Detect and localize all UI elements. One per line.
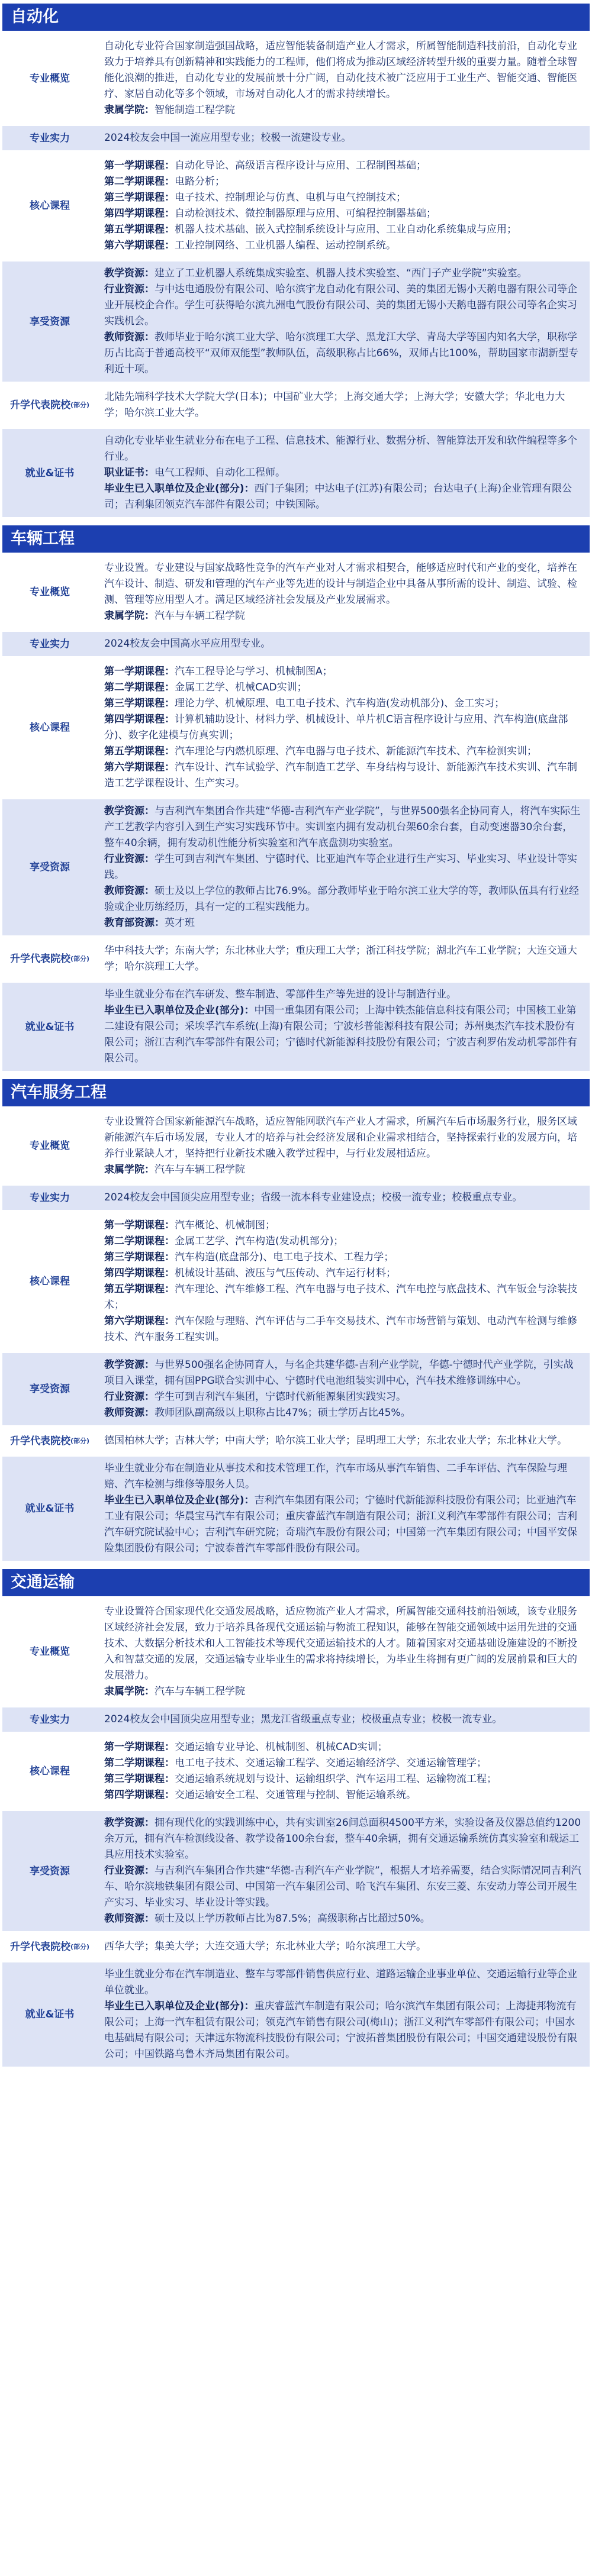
courses-line-label: 第二学期课程： <box>104 682 175 693</box>
employment-line-text: 毕业生就业分布在汽车研发、整车制造、零部件生产等先进的设计与制造行业。 <box>104 989 456 1000</box>
overview-line <box>104 38 583 102</box>
courses-line-text: 汽车工程导论与学习、机械制图A； <box>175 666 333 677</box>
courses-line-label: 第四学期课程： <box>104 714 175 725</box>
employment-label-text: 就业&证书 <box>25 1021 75 1033</box>
resources-line-text: 建立了工业机器人系统集成实验室、机器人技术实验室、“西门子产业学院”实验室。 <box>155 267 527 279</box>
employment-line-label: 毕业生已入职单位及企业(部分)： <box>104 1494 255 1506</box>
overview-content <box>97 556 590 628</box>
employment-line-text: 西门子集团；中达电子(江苏)有限公司；台达电子(上海)企业管理有限公司；吉利集团领克汽车部件有限公司；中铁国际。 <box>104 483 572 511</box>
courses-line-text: 汽车理论与内燃机原理、汽车电器与电子技术、新能源汽车技术、汽车检测实训； <box>175 745 537 757</box>
courses-row <box>2 1213 590 1350</box>
upgrade-content <box>97 1429 590 1453</box>
employment-line-text: 毕业生就业分布在汽车制造业、整车与零部件销售供应行业、道路运输企业事业单位、交通运输行业等企业单位就业。 <box>104 1968 577 1996</box>
courses-line-label: 第三学期课程： <box>104 192 175 204</box>
resources-line-label: 行业资源： <box>104 853 155 865</box>
major-section <box>2 4 590 517</box>
overview-row <box>2 556 590 628</box>
major-section <box>2 1079 590 1561</box>
overview-content <box>97 1110 590 1182</box>
strength-label-text: 专业实力 <box>30 1713 70 1726</box>
employment-content <box>97 1962 590 2067</box>
strength-content <box>97 1707 590 1732</box>
employment-label-text: 就业&证书 <box>25 2009 75 2020</box>
courses-line-label: 第四学期课程： <box>104 208 175 219</box>
strength-label-text: 专业实力 <box>30 132 70 144</box>
strength-label <box>2 126 97 150</box>
overview-line <box>104 102 583 118</box>
overview-label-text: 专业概览 <box>30 1646 70 1658</box>
courses-line <box>104 174 583 190</box>
resources-line <box>104 803 583 851</box>
overview-line-label: 隶属学院： <box>104 1686 155 1697</box>
strength-label-text: 专业实力 <box>30 1192 70 1204</box>
employment-label <box>2 1962 97 2067</box>
resources-line-text: 教师毕业于哈尔滨工业大学、哈尔滨理工大学、黑龙江大学、青岛大学等国内知名大学，职称学历占比高于普通高校平“双师双能型”教师队伍，高级职称占比66%，双师占比100%，帮助国家市湖新型专利近十项。 <box>104 331 578 375</box>
major-section <box>2 1569 590 2067</box>
resources-line-label: 教师资源： <box>104 1407 155 1419</box>
resources-label-text: 享受资源 <box>30 861 70 873</box>
overview-line-text: 汽车与车辆工程学院 <box>155 1164 245 1176</box>
courses-line-label: 第二学期课程： <box>104 1757 175 1769</box>
resources-line <box>104 1405 583 1421</box>
courses-line <box>104 1234 583 1250</box>
resources-line <box>104 1863 583 1911</box>
employment-line <box>104 433 583 465</box>
strength-row <box>2 1707 590 1732</box>
employment-line-text: 自动化专业毕业生就业分布在电子工程、信息技术、能源行业、数据分析、智能算法开发和软件编程等多个行业。 <box>104 435 577 463</box>
upgrade-line-text: 西华大学；集美大学；大连交通大学；东北林业大学；哈尔滨理工大学。 <box>104 1941 426 1952</box>
strength-row <box>2 632 590 656</box>
employment-line-text: 中国一重集团有限公司；上海中铁杰能信息科技有限公司；中国核工业第二建设有限公司；采埃孚汽车系统(上海)有限公司；宁波杉普能源科技有限公司；苏州奥杰汽车技术股份有限公司；浙江吉利汽车零部件有限公司；宁德时代新能源科技股份有限公司；宁波吉利罗佑发动机零部件有限公司。 <box>104 1005 577 1064</box>
overview-label <box>2 34 97 122</box>
upgrade-line-text: 华中科技大学；东南大学；东北林业大学；重庆理工大学；浙江科技学院；湖北汽车工业学院；大连交通大学；哈尔滨理工大学。 <box>104 945 577 973</box>
employment-line <box>104 481 583 513</box>
upgrade-label-note: (部分) <box>70 955 90 963</box>
resources-label <box>2 799 97 935</box>
upgrade-label-note: (部分) <box>70 1942 90 1951</box>
overview-line <box>104 1604 583 1684</box>
courses-line-label: 第一学期课程： <box>104 1741 175 1753</box>
resources-line <box>104 915 583 931</box>
employment-line <box>104 465 583 481</box>
overview-content <box>97 34 590 122</box>
overview-label-text: 专业概览 <box>30 586 70 598</box>
overview-line-text: 汽车与车辆工程学院 <box>155 1686 245 1697</box>
employment-line-text: 毕业生就业分布在制造业从事技术和技术管理工作，汽车市场从事汽车销售、二手车评估、汽车保险与理赔、汽车检测与维修等服务人员。 <box>104 1463 567 1490</box>
resources-label <box>2 1353 97 1425</box>
employment-line <box>104 1003 583 1067</box>
resources-label-text: 享受资源 <box>30 1865 70 1877</box>
courses-line-label: 第六学期课程： <box>104 240 175 251</box>
resources-line <box>104 1389 583 1405</box>
courses-label-text: 核心课程 <box>30 1765 70 1777</box>
resources-row <box>2 1811 590 1931</box>
courses-line-label: 第五学期课程： <box>104 224 175 235</box>
major-title: 自动化 <box>2 4 590 31</box>
courses-line-text: 交通运输专业导论、机械制图、机械CAD实训； <box>175 1741 388 1753</box>
employment-label-text: 就业&证书 <box>25 467 75 479</box>
employment-line <box>104 1999 583 2062</box>
overview-line <box>104 1162 583 1178</box>
courses-line-text: 机械设计基础、液压与气压传动、汽车运行材料； <box>175 1267 396 1279</box>
resources-line <box>104 266 583 282</box>
resources-line-label: 教学资源： <box>104 1359 155 1371</box>
resources-line <box>104 330 583 377</box>
resources-line-label: 教学资源： <box>104 805 155 817</box>
resources-label <box>2 1811 97 1931</box>
resources-line-text: 教师团队副高级以上职称占比47%；硕士学历占比45%。 <box>155 1407 411 1419</box>
upgrade-label-text: 升学代表院校 <box>9 1435 70 1447</box>
courses-content <box>97 154 590 258</box>
courses-line-label: 第一学期课程： <box>104 160 175 172</box>
employment-line-label: 毕业生已入职单位及企业(部分)： <box>104 483 255 495</box>
upgrade-label-text: 升学代表院校 <box>9 1941 70 1953</box>
courses-line-text: 金属工艺学、机械CAD实训； <box>175 682 307 693</box>
strength-label <box>2 1707 97 1732</box>
resources-line-label: 行业资源： <box>104 1391 155 1403</box>
courses-line-text: 电路分析； <box>175 176 225 188</box>
employment-label-text: 就业&证书 <box>25 1503 75 1515</box>
resources-row <box>2 1353 590 1425</box>
employment-label <box>2 1457 97 1561</box>
courses-label-text: 核心课程 <box>30 200 70 212</box>
resources-line-text: 与吉利汽车集团合作共建“华德-吉利汽车产业学院”，根据人才培养需要，结合实际情况同吉利汽车、哈尔滨地铁集团有限公司、中国第一汽车集团公司、哈飞汽车集团、东安三菱、东安动力等公司开展生产实习、毕业实习、毕业设计等实践。 <box>104 1865 581 1909</box>
overview-line <box>104 608 583 624</box>
courses-line <box>104 696 583 712</box>
courses-line-text: 自动检测技术、微控制器原理与应用、可编程控制器基础； <box>175 208 436 219</box>
overview-line-text: 自动化专业符合国家制造强国战略，适应智能装备制造产业人才需求，所属智能制造科技前沿，自动化专业致力于培养具有创新精神和实践能力的工程师，他们将成为推动区域经济转型升级的重要力量。随着全球智能化浪潮的推进，自动化专业的发展前景十分广阔，自动化技术被广泛应用于工业生产、智能交通、智能医疗、家居自动化等多个领域，市场对自动化人才的需求持续增长。 <box>104 40 577 100</box>
strength-line <box>104 636 583 652</box>
resources-label-text: 享受资源 <box>30 1383 70 1395</box>
overview-label <box>2 556 97 628</box>
resources-line-label: 行业资源： <box>104 283 155 295</box>
employment-line-label: 毕业生已入职单位及企业(部分)： <box>104 2000 255 2012</box>
upgrade-line <box>104 1433 583 1449</box>
courses-line-label: 第二学期课程： <box>104 176 175 188</box>
resources-label-text: 享受资源 <box>30 315 70 328</box>
resources-line-label: 教师资源： <box>104 885 155 897</box>
resources-line-text: 硕士及以上学位的教师占比76.9%。部分教师毕业于哈尔滨工业大学的等，教师队伍具有行业经验或企业历练经历，具有一定的工程实践能力。 <box>104 885 580 913</box>
resources-content <box>97 262 590 382</box>
resources-row <box>2 799 590 935</box>
upgrade-row <box>2 1935 590 1959</box>
upgrade-label-note: (部分) <box>70 401 90 409</box>
overview-line-text: 专业设置符合国家现代化交通发展战略，适应物流产业人才需求，所属智能交通科技前沿领域，该专业服务区域经济社会发展，致力于培养具备现代交通运输与物流工程知识，能够在智能交通领域中运用先进的交通技术、大数据分析技术和人工智能技术等现代交通运输技术的人才。随着国家对交通基础设施建设的不断投入和智慧交通的发展，交通运输专业毕业生的需求将持续增长，为毕业生将拥有更广阔的发展前景和巨大的发展潜力。 <box>104 1606 577 1681</box>
courses-content <box>97 1213 590 1350</box>
courses-line <box>104 206 583 222</box>
courses-label-text: 核心课程 <box>30 722 70 734</box>
strength-line-text: 2024校友会中国一流应用型专业；校极一流建设专业。 <box>104 132 352 144</box>
overview-label <box>2 1110 97 1182</box>
courses-line-label: 第六学期课程： <box>104 1315 175 1327</box>
upgrade-content <box>97 385 590 425</box>
overview-line <box>104 1684 583 1700</box>
courses-line <box>104 1281 583 1313</box>
courses-line-label: 第二学期课程： <box>104 1235 175 1247</box>
resources-line-label: 行业资源： <box>104 1865 155 1877</box>
courses-line-text: 汽车保险与理赔、汽车评估与二手车交易技术、汽车市场营销与策划、电动汽车检测与维修技术、汽车服务工程实训。 <box>104 1315 577 1343</box>
courses-line-label: 第一学期课程： <box>104 666 175 677</box>
strength-line-text: 2024校友会中国高水平应用型专业。 <box>104 638 271 650</box>
resources-line-label: 教学资源： <box>104 1817 155 1829</box>
upgrade-label-text: 升学代表院校 <box>9 953 70 965</box>
resources-line-text: 英才班 <box>165 917 195 929</box>
courses-line-text: 汽车理论、汽车维修工程、汽车电器与电子技术、汽车电控与底盘技术、汽车钣金与涂装技术； <box>104 1283 577 1311</box>
courses-line <box>104 1787 583 1803</box>
courses-label <box>2 1213 97 1350</box>
resources-line-text: 学生可到吉利汽车集团，宁德时代新能源集团实践实习。 <box>155 1391 406 1403</box>
courses-line <box>104 238 583 254</box>
upgrade-content <box>97 1935 590 1959</box>
courses-content <box>97 1735 590 1807</box>
strength-content <box>97 632 590 656</box>
employment-row <box>2 1457 590 1561</box>
courses-line-text: 计算机辅助设计、材料力学、机械设计、单片机C语言程序设计与应用、汽车构造(底盘部分)、数字化建模与仿真实训； <box>104 714 568 741</box>
strength-line <box>104 130 583 146</box>
courses-line <box>104 680 583 696</box>
courses-row <box>2 1735 590 1807</box>
courses-line <box>104 1771 583 1787</box>
resources-line <box>104 282 583 330</box>
strength-label <box>2 632 97 656</box>
upgrade-content <box>97 939 590 979</box>
overview-label <box>2 1600 97 1704</box>
resources-line <box>104 1357 583 1389</box>
upgrade-line <box>104 943 583 975</box>
overview-line-text: 汽车与车辆工程学院 <box>155 610 245 622</box>
resources-line-label: 教育部资源： <box>104 917 165 929</box>
overview-line-text: 专业设置符合国家新能源汽车战略，适应智能网联汽车产业人才需求，所属汽车后市场服务行业，服务区域新能源汽车后市场发展，专业人才的培养与社会经济发展和企业需求相结合，坚持探索行业的发展方向，培养行业紧缺人才，坚持把行业新技术融入教学过程中，与行业发展相适应。 <box>104 1116 577 1160</box>
courses-line-text: 电子技术、控制理论与仿真、电机与电气控制技术； <box>175 192 406 204</box>
resources-line-label: 教师资源： <box>104 331 155 343</box>
courses-line <box>104 1313 583 1345</box>
strength-row <box>2 126 590 150</box>
overview-line-label: 隶属学院： <box>104 610 155 622</box>
resources-line <box>104 1911 583 1927</box>
upgrade-line <box>104 389 583 421</box>
courses-line-text: 电工电子技术、交通运输工程学、交通运输经济学、交通运输管理学； <box>175 1757 487 1769</box>
courses-line <box>104 744 583 760</box>
employment-line <box>104 987 583 1003</box>
upgrade-line <box>104 1939 583 1955</box>
upgrade-row <box>2 939 590 979</box>
resources-line-label: 教师资源： <box>104 1913 155 1925</box>
courses-label <box>2 660 97 796</box>
courses-line-label: 第六学期课程： <box>104 761 175 773</box>
courses-line-label: 第四学期课程： <box>104 1789 175 1801</box>
courses-line <box>104 190 583 206</box>
resources-line <box>104 851 583 883</box>
courses-line-label: 第一学期课程： <box>104 1219 175 1231</box>
courses-line-label: 第四学期课程： <box>104 1267 175 1279</box>
overview-line-text: 智能制造工程学院 <box>155 104 235 116</box>
major-title: 汽车服务工程 <box>2 1079 590 1106</box>
strength-line-text: 2024校友会中国顶尖应用型专业；黑龙江省级重点专业；校极重点专业；校极一流专业。 <box>104 1713 503 1725</box>
resources-content <box>97 799 590 935</box>
overview-label-text: 专业概览 <box>30 72 70 85</box>
resources-content <box>97 1811 590 1931</box>
courses-line <box>104 1218 583 1234</box>
major-title: 车辆工程 <box>2 525 590 553</box>
resources-row <box>2 262 590 382</box>
resources-line-text: 学生可到吉利汽车集团、宁德时代、比亚迪汽车等企业进行生产实习、毕业实习、毕业设计等实践。 <box>104 853 577 881</box>
overview-line-label: 隶属学院： <box>104 1164 155 1176</box>
employment-content <box>97 429 590 517</box>
major-section <box>2 525 590 1071</box>
employment-content <box>97 1457 590 1561</box>
courses-line <box>104 664 583 680</box>
upgrade-row <box>2 1429 590 1453</box>
strength-line <box>104 1712 583 1728</box>
employment-row <box>2 429 590 517</box>
courses-line <box>104 222 583 238</box>
upgrade-label-text: 升学代表院校 <box>9 399 70 411</box>
courses-line-text: 汽车构造(底盘部分)、电工电子技术、工程力学； <box>175 1251 394 1263</box>
courses-line <box>104 712 583 744</box>
courses-line-text: 交通运输安全工程、交通管理与控制、智能运输系统。 <box>175 1789 416 1801</box>
employment-row <box>2 983 590 1071</box>
overview-row <box>2 34 590 122</box>
major-title: 交通运输 <box>2 1569 590 1596</box>
courses-line-text: 工业控制网络、工业机器人编程、运动控制系统。 <box>175 240 396 251</box>
resources-content <box>97 1353 590 1425</box>
courses-line <box>104 1739 583 1755</box>
employment-line <box>104 1461 583 1493</box>
strength-line <box>104 1190 583 1206</box>
courses-label <box>2 154 97 258</box>
courses-row <box>2 660 590 796</box>
resources-line-text: 拥有现代化的实践训练中心，共有实训室26间总面积4500平方米，实验设备及仪器总值约1200余万元，拥有汽车检测线设备、教学设备100余台套，整车40余辆，拥有交通运输系统仿真实验室和载运工具应用技术实验室。 <box>104 1817 581 1861</box>
employment-label <box>2 429 97 517</box>
overview-line <box>104 560 583 608</box>
courses-line-label: 第五学期课程： <box>104 745 175 757</box>
courses-line <box>104 760 583 792</box>
strength-content <box>97 126 590 150</box>
courses-line <box>104 1266 583 1281</box>
courses-line-text: 金属工艺学、汽车构造(发动机部分)； <box>175 1235 344 1247</box>
strength-content <box>97 1186 590 1210</box>
overview-row <box>2 1110 590 1182</box>
courses-line <box>104 158 583 174</box>
employment-label <box>2 983 97 1071</box>
courses-row <box>2 154 590 258</box>
overview-label-text: 专业概览 <box>30 1140 70 1152</box>
courses-line-label: 第三学期课程： <box>104 1251 175 1263</box>
resources-label <box>2 262 97 382</box>
overview-line <box>104 1114 583 1162</box>
employment-row <box>2 1962 590 2067</box>
overview-row <box>2 1600 590 1704</box>
strength-line-text: 2024校友会中国顶尖应用型专业；省级一流本科专业建设点；校极一流专业；校极重点专业。 <box>104 1192 523 1203</box>
upgrade-label <box>2 1935 97 1959</box>
resources-line-text: 与吉利汽车集团合作共建“华德-吉利汽车产业学院”，与世界500强名企协同育人，将汽车实际生产工艺教学内容引入到生产实习实践环节中。实训室内拥有发动机台架60余台套，自动变速器30余台套，整车40余辆，拥有发动机性能分析实验室和汽车底盘测功实验室。 <box>104 805 581 849</box>
courses-line <box>104 1755 583 1771</box>
upgrade-label <box>2 385 97 425</box>
courses-line-text: 理论力学、机械原理、电工电子技术、汽车构造(发动机部分)、金工实习； <box>175 698 505 709</box>
resources-line-text: 硕士及以上学历教师占比为87.5%；高级职称占比超过50%。 <box>155 1913 430 1925</box>
resources-line <box>104 1815 583 1863</box>
overview-line-label: 隶属学院： <box>104 104 155 116</box>
strength-label-text: 专业实力 <box>30 638 70 650</box>
employment-line-text: 吉利汽车集团有限公司；宁德时代新能源科技股份有限公司；比亚迪汽车工业有限公司；华晨宝马汽车有限公司；重庆睿蓝汽车制造有限公司；浙江义利汽车零部件有限公司；吉利汽车研究院试验中心；吉利汽车研究院；奇瑞汽车股份有限公司；中国第一汽车集团有限公司；中国平安保险集团股份有限公司；宁波泰普汽车零部件股份有限公司。 <box>104 1494 577 1554</box>
upgrade-row <box>2 385 590 425</box>
strength-row <box>2 1186 590 1210</box>
courses-line-text: 汽车设计、汽车试验学、汽车制造工艺学、车身结构与设计、新能源汽车技术实训、汽车制造工艺学课程设计、生产实习。 <box>104 761 577 789</box>
employment-line <box>104 1967 583 1999</box>
courses-line-text: 机器人技术基础、嵌入式控制系统设计与应用、工业自动化系统集成与应用； <box>175 224 517 235</box>
courses-content <box>97 660 590 796</box>
upgrade-label-note: (部分) <box>70 1437 90 1445</box>
employment-line-text: 电气工程师、自动化工程师。 <box>155 467 285 479</box>
courses-line-label: 第三学期课程： <box>104 1773 175 1785</box>
overview-line-text: 专业设置。专业建设与国家战略性竞争的汽车产业对人才需求相契合，能够适应时代和产业的变化，培养在汽车设计、制造、研发和管理的汽车产业等先进的设计与制造企业中具备从事所需的设计、制造、试验、检测、管理等应用型人才。满足区域经济社会发展及产业发展需求。 <box>104 562 577 606</box>
employment-line-label: 毕业生已入职单位及企业(部分)： <box>104 1005 255 1016</box>
employment-content <box>97 983 590 1071</box>
courses-line-text: 汽车概论、机械制图； <box>175 1219 275 1231</box>
overview-content <box>97 1600 590 1704</box>
courses-line <box>104 1250 583 1266</box>
strength-label <box>2 1186 97 1210</box>
courses-label-text: 核心课程 <box>30 1276 70 1287</box>
upgrade-line-text: 北陆先端科学技术大学院大学(日本)；中国矿业大学；上海交通大学；上海大学；安徽大学；华北电力大学；哈尔滨工业大学。 <box>104 391 565 419</box>
upgrade-line-text: 德国柏林大学；吉林大学；中南大学；哈尔滨工业大学；昆明理工大学；东北农业大学；东北林业大学。 <box>104 1435 567 1447</box>
courses-line-label: 第五学期课程： <box>104 1283 175 1295</box>
courses-line-label: 第三学期课程： <box>104 698 175 709</box>
resources-line <box>104 883 583 915</box>
upgrade-label <box>2 939 97 979</box>
employment-line <box>104 1493 583 1557</box>
courses-line-text: 交通运输系统规划与设计、运输组织学、汽车运用工程、运输物流工程； <box>175 1773 497 1785</box>
resources-line-text: 与世界500强名企协同育人，与名企共建华德-吉利产业学院，华德-宁德时代产业学院，引实战项目入课堂，拥有国PPG联合实训中心、宁德时代电池组装实训中心，汽车技术维修训练中心。 <box>104 1359 574 1387</box>
resources-line-text: 与中达电通股份有限公司、哈尔滨宇龙自动化有限公司、美的集团无锡小天鹅电器有限公司等企业开展校企合作。学生可获得哈尔滨九洲电气股份有限公司、美的集团无锡小天鹅电器有限公司等名企实习实践机会。 <box>104 283 577 327</box>
courses-label <box>2 1735 97 1807</box>
upgrade-label <box>2 1429 97 1453</box>
courses-line-text: 自动化导论、高级语言程序设计与应用、工程制图基础； <box>175 160 426 172</box>
employment-line-text: 重庆睿蓝汽车制造有限公司；哈尔滨汽车集团有限公司；上海捷邦物流有限公司；上海一汽车租赁有限公司；领克汽车销售有限公司(梅山)；浙江义利汽车零部件有限公司；中国水电基础局有限公司；天津远东物流科技股份有限公司；宁波拓普集团股份有限公司；中国交通建设股份有限公司；中国铁路乌鲁木齐局集团有限公司。 <box>104 2000 577 2060</box>
resources-line-label: 教学资源： <box>104 267 155 279</box>
employment-line-label: 职业证书： <box>104 467 155 479</box>
